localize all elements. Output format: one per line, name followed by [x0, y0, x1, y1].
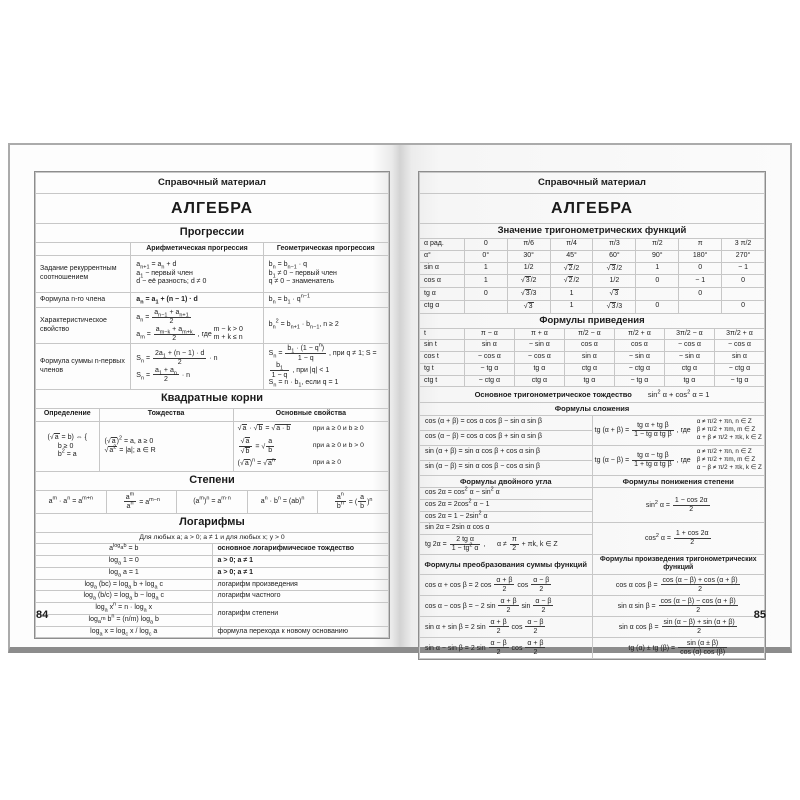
- value-cell: π/3: [593, 239, 636, 251]
- value-cell: 0: [636, 275, 679, 288]
- value-cell: [464, 300, 507, 313]
- value-cell: π/2: [636, 239, 679, 251]
- row-label-cell: sin α: [420, 262, 465, 275]
- formula-cell: cos α cos β = $\frac{\cos (\alpha - \beta) + \cos (\alpha + \beta)}{2}$: [592, 574, 765, 595]
- value-cell: − ctg α: [714, 363, 764, 375]
- column-header-definition: Определение: [36, 408, 100, 421]
- description-cell: основное логарифмическое тождество: [212, 544, 389, 556]
- transform-product-table: [419, 554, 765, 659]
- value-cell: − tg α: [714, 375, 764, 387]
- value-cell: − sin α: [514, 340, 564, 352]
- value-cell: 60°: [593, 250, 636, 262]
- value-cell: − sin α: [664, 352, 714, 364]
- section-title-trig-values: Значение тригонометрических функций: [420, 224, 765, 239]
- value-cell: √3: [593, 288, 636, 301]
- description-cell: a > 0; a ≠ 1: [212, 567, 389, 579]
- value-cell: √3/2: [507, 275, 550, 288]
- trig-values-table: [419, 223, 765, 314]
- addition-table: [419, 402, 765, 475]
- formula-cell: √a · √b = √a · b: [237, 425, 291, 433]
- value-cell: √2/2: [550, 262, 593, 275]
- left-header-table: [35, 172, 389, 224]
- value-cell: 0: [722, 300, 765, 313]
- formula-cell: sin α sin β = $\frac{\cos (\alpha - \beta) - \cos (\alpha + \beta)}{2}$: [592, 595, 765, 616]
- value-cell: 90°: [636, 250, 679, 262]
- formula-cell: cos (α + β) = cos α cos β − sin α sin β: [420, 415, 593, 430]
- formula-cell: $\cos 2\alpha = 2\cos^2$ α − 1: [420, 499, 593, 511]
- row-label-cell: t: [420, 328, 465, 340]
- formula-cell: $\log_a x = \log_c x / \log_c a$: [36, 626, 213, 638]
- value-cell: 1: [464, 262, 507, 275]
- double-angle-table: [419, 475, 765, 555]
- value-cell: √3/3: [507, 288, 550, 301]
- condition-cell: при a ≥ 0 и b > 0: [312, 442, 364, 450]
- value-cell: − sin α: [614, 352, 664, 364]
- condition-cell: при a ≥ 0 и b ≥ 0: [312, 424, 364, 432]
- identity-table: [419, 386, 765, 403]
- page-right: [400, 145, 790, 656]
- table-row: [420, 262, 765, 275]
- formula-cell: $a^m \cdot a^n = a^{m+n}$: [36, 490, 107, 513]
- value-cell: − cos α: [664, 340, 714, 352]
- page-number-left: 84: [36, 609, 49, 621]
- section-title-addition: Формулы сложения: [420, 403, 765, 415]
- description-cell: логарифм произведения: [212, 579, 389, 591]
- section-title-logarithms: Логарифмы: [36, 513, 389, 532]
- powers-table: [35, 471, 389, 514]
- value-cell: sin α: [714, 352, 764, 364]
- value-cell: tg α: [564, 375, 614, 387]
- value-cell: 45°: [550, 250, 593, 262]
- row-label-cell: Задание рекуррентным соотношением: [36, 256, 131, 293]
- value-cell: − 1: [679, 275, 722, 288]
- column-header-geometric: Геометрическая прогрессия: [263, 243, 388, 256]
- formula-cell: tg (α) ± tg (β) = $\frac{\sin (\alpha \pm \beta)}{\cos (\alpha) \cos (\beta)}$: [592, 637, 765, 658]
- logarithms-table: [35, 513, 389, 638]
- value-cell: 1/2: [593, 275, 636, 288]
- table-row: [420, 375, 765, 387]
- table-row: [420, 250, 765, 262]
- formula-cell: $\sin^2 \alpha$ = $\frac{1 - \cos 2\alpha}{2}$: [592, 488, 765, 523]
- formula-cell: $\log_a 1 = 0$: [36, 556, 213, 568]
- value-cell: tg α: [664, 375, 714, 387]
- formula-cell: sin (α + β) = sin α cos β + cos α sin β: [420, 445, 593, 460]
- table-row: [420, 340, 765, 352]
- value-cell: 1: [636, 262, 679, 275]
- description-cell: логарифм частного: [212, 591, 389, 603]
- row-label-cell: α°: [420, 250, 465, 262]
- row-label-cell: Формула n-го члена: [36, 293, 131, 308]
- value-cell: 1: [550, 288, 593, 301]
- formula-cell: $\log_a (bc) = \log_a b + \log_a c$: [36, 579, 213, 591]
- identity-formula: $\sin^2 \alpha + \cos^2 \alpha = 1$: [647, 389, 710, 400]
- formula-cell: $a_n$ = $\frac{a_{n-1} + a_{n+1}}{2}$ $a_m$ = $\frac{a_{m-k} + a_{m+k}}{2}$ , где m − k > 0 m + k ≤ n: [131, 308, 263, 344]
- page-number-right: 85: [753, 609, 766, 621]
- value-cell: sin α: [564, 352, 614, 364]
- formula-cell: $b_n^2 = b_{n+1} \cdot b_{n-1}$, n ≥ 2: [263, 308, 388, 344]
- value-cell: ctg α: [514, 375, 564, 387]
- value-cell: π/2 + α: [614, 328, 664, 340]
- value-cell: [679, 300, 722, 313]
- formula-cell: $\log_a (b/c) = \log_a b - \log_a c$: [36, 591, 213, 603]
- value-cell: 3 π/2: [722, 239, 765, 251]
- column-header-identities: Тождества: [99, 408, 233, 421]
- row-label-cell: Формула суммы n-первых членов: [36, 344, 131, 389]
- formula-cell: $\frac{a^m}{a^n}$ = $a^{m-n}$: [106, 490, 177, 513]
- formula-cell: (√a = b) ⇔ { b ≥ 0 $b^2 = a$: [36, 421, 100, 471]
- formula-cell: $\cos^2 \alpha$ = $\frac{1 + \cos 2\alpha}{2}$: [592, 523, 765, 554]
- value-cell: 3π/2 − α: [664, 328, 714, 340]
- formula-cell: $a^{log_ab} = b$: [36, 544, 213, 556]
- row-label-cell: tg t: [420, 363, 465, 375]
- value-cell: 270°: [722, 250, 765, 262]
- value-cell: − cos α: [464, 352, 514, 364]
- row-label-cell: sin t: [420, 340, 465, 352]
- conditions: α ≠ π/2 + πn, n ∈ Z β ≠ π/2 + πm, m ∈ Z α + β ≠ π/2 + πk, k ∈ Z: [696, 417, 762, 442]
- formula-cell: $\cos 2\alpha = \cos^2 \alpha - \sin^2 \alpha$: [420, 488, 593, 500]
- formula-cell: $(√a)^n = √a^n$: [237, 457, 275, 467]
- formula-cell: $a^n \cdot b^n = (ab)^n$: [247, 490, 318, 513]
- value-cell: 0°: [464, 250, 507, 262]
- section-title-powers: Степени: [36, 471, 389, 490]
- row-label-cell: Характеристическое свойство: [36, 308, 131, 344]
- value-cell: sin α: [464, 340, 514, 352]
- value-cell: − tg α: [464, 363, 514, 375]
- reduction-body: [420, 328, 765, 387]
- column-header-empty: [36, 243, 131, 256]
- value-cell: √2/2: [550, 275, 593, 288]
- formula: tg (α + β) = $\frac{\text{tg α + tg β}}{\text{1 − tg α tg β}}$ , где: [594, 421, 691, 439]
- table-row: [420, 239, 765, 251]
- formula-cell: cos α − cos β = − 2 sin $\frac{\alpha + \beta}{2}$ sin $\frac{\alpha - \beta}{2}$: [420, 595, 593, 616]
- formula-cell: $a_{n+1} = a_n + d$ $a_1$ − первый член d − её разность; d ≠ 0: [131, 256, 263, 293]
- right-content-frame: [418, 171, 766, 660]
- formula: tg (α − β) = $\frac{\text{tg α − tg β}}{\text{1 + tg α tg β}}$ , где: [594, 451, 691, 469]
- value-cell: [636, 288, 679, 301]
- row-label-cell: tg α: [420, 288, 465, 301]
- value-cell: cos α: [564, 340, 614, 352]
- formula-cell: $b_n = b_1 \cdot q^{n-1}$: [263, 293, 388, 308]
- value-cell: 0: [722, 275, 765, 288]
- value-cell: π − α: [464, 328, 514, 340]
- logarithms-note: Для любых a; a > 0; a ≠ 1 и для любых x; y > 0: [36, 532, 389, 543]
- section-title-power-reduction: Формулы понижения степени: [592, 475, 765, 487]
- column-header-arithmetic: Арифметическая прогрессия: [131, 243, 263, 256]
- right-page-header: Справочный материал: [420, 173, 765, 194]
- formula-cell: $\log_{a^m} b^n = (n/m)$ $\log_a b$: [36, 614, 213, 626]
- formula-cell: sin (α − β) = sin α cos β − cos α sin β: [420, 460, 593, 475]
- description-cell: формула перехода к новому основанию: [212, 626, 389, 638]
- value-cell: 1: [550, 300, 593, 313]
- formula-cell: $a_n = a_1 + (n - 1) \cdot d$: [131, 293, 263, 308]
- value-cell: 0: [464, 239, 507, 251]
- value-cell: π/6: [507, 239, 550, 251]
- formula-cell: sin α cos β = $\frac{\sin (\alpha - \beta) + \sin (\alpha + \beta)}{2}$: [592, 616, 765, 637]
- row-label-cell: α рад.: [420, 239, 465, 251]
- value-cell: 0: [636, 300, 679, 313]
- formula-cell: sin α + sin β = 2 sin $\frac{\alpha + \beta}{2}$ cos $\frac{\alpha - \beta}{2}$: [420, 616, 593, 637]
- description-cell: логарифм степени: [212, 603, 389, 627]
- table-row: [420, 275, 765, 288]
- left-content-frame: [34, 171, 390, 639]
- table-row: [420, 288, 765, 301]
- value-cell: − cos α: [714, 340, 764, 352]
- row-label-cell: ctg α: [420, 300, 465, 313]
- value-cell: − ctg α: [614, 363, 664, 375]
- section-title-reduction: Формулы приведения: [420, 313, 765, 328]
- value-cell: ctg α: [664, 363, 714, 375]
- formula-cell: $\frac{a^n}{b^n}$ = ( $\frac{a}{b}$ )$^n$: [318, 490, 389, 513]
- trig-values-body: [420, 239, 765, 314]
- conditions: α ≠ π/2 + πn, n ∈ Z β ≠ π/2 + πm, m ∈ Z α − β ≠ π/2 + πk, k ∈ Z: [696, 447, 762, 472]
- table-row: [420, 352, 765, 364]
- section-title-progressions: Прогрессии: [36, 224, 389, 243]
- row-label-cell: ctg t: [420, 375, 465, 387]
- formula-cell: $\log_a x^n = n \cdot \log_a x$: [36, 603, 213, 615]
- identity-row: [420, 387, 765, 403]
- book-spread: [8, 143, 792, 656]
- square-roots-table: [35, 389, 389, 472]
- section-title-square-roots: Квадратные корни: [36, 389, 389, 408]
- properties-list: [236, 423, 386, 470]
- value-cell: 0: [464, 288, 507, 301]
- value-cell: 1/2: [507, 262, 550, 275]
- value-cell: − cos α: [514, 352, 564, 364]
- condition-cell: при a ≥ 0: [312, 459, 342, 467]
- formula-cell: $\frac{√a}{√b}$ = √ $\frac{a}{b}$: [240, 437, 273, 456]
- value-cell: tg α: [514, 363, 564, 375]
- left-page-header: Справочный материал: [36, 173, 389, 194]
- value-cell: ctg α: [564, 363, 614, 375]
- table-row: [420, 363, 765, 375]
- value-cell: 1: [464, 275, 507, 288]
- formula-cell: tg 2α = $\frac{\text{2 tg α}}{1 - tg^2 \alpha}$ , α ≠ $\frac{\pi}{2}$ + πk, k ∈ Z: [420, 535, 593, 555]
- formula-cell: $(√a)^2 = a$, a ≥ 0 $√a^2 = |a|$; a ∈ R: [99, 421, 233, 471]
- tangent-sum-cell: [592, 415, 765, 445]
- reduction-table: [419, 313, 765, 388]
- value-cell: π/4: [550, 239, 593, 251]
- value-cell: − tg α: [614, 375, 664, 387]
- formula-cell: $b_n = b_{n-1} \cdot q$ $b_1 \ne 0$ − первый член q ≠ 0 − знаменатель: [263, 256, 388, 293]
- value-cell: 3π/2 + α: [714, 328, 764, 340]
- formula-cell: $S_n$ = $\frac{2a_1 + (n - 1) \cdot d}{2}$ · n $S_n$ = $\frac{a_1 + a_n}{2}$ · n: [131, 344, 263, 389]
- value-cell: − 1: [722, 262, 765, 275]
- value-cell: √3: [507, 300, 550, 313]
- value-cell: π: [679, 239, 722, 251]
- value-cell: √3/2: [593, 262, 636, 275]
- right-page-title: АЛГЕБРА: [420, 194, 765, 224]
- value-cell: 0: [679, 288, 722, 301]
- value-cell: 30°: [507, 250, 550, 262]
- formula-cell: cos α + cos β = 2 cos $\frac{\alpha + \beta}{2}$ cos $\frac{\alpha - \beta}{2}$: [420, 574, 593, 595]
- value-cell: π + α: [514, 328, 564, 340]
- formula-cell: sin 2α = 2sin α cos α: [420, 523, 593, 535]
- value-cell: [722, 288, 765, 301]
- value-cell: cos α: [614, 340, 664, 352]
- page-left: [10, 145, 400, 647]
- value-cell: √3/3: [593, 300, 636, 313]
- value-cell: − ctg α: [464, 375, 514, 387]
- row-label-cell: cos α: [420, 275, 465, 288]
- value-cell: π/2 − α: [564, 328, 614, 340]
- formula-cell: cos (α − β) = cos α cos β + sin α sin β: [420, 430, 593, 445]
- right-header-table: [419, 172, 765, 224]
- value-cell: 0: [679, 262, 722, 275]
- table-row: [420, 328, 765, 340]
- progressions-table: [35, 223, 389, 390]
- section-title-product: Формулы произведения тригонометрических функций: [592, 554, 765, 574]
- properties-cell: [233, 421, 388, 471]
- table-row: [420, 300, 765, 313]
- left-page-title: АЛГЕБРА: [36, 194, 389, 224]
- row-label-cell: cos t: [420, 352, 465, 364]
- formula-cell: $(a^m)^n = a^{m\cdot n}$: [177, 490, 248, 513]
- formula-cell: $S_n$ = $\frac{b_1 \cdot (1 - q^n)}{1 - q}$ , при q ≠ 1; S = $\frac{b_1}{1 - q}$ , при |q| < 1 $S_n = n \cdot b_1$, если q = 1: [263, 344, 388, 389]
- value-cell: 180°: [679, 250, 722, 262]
- identity-label: Основное тригонометрическое тождество: [474, 390, 632, 400]
- column-header-properties: Основные свойства: [233, 408, 388, 421]
- section-title-sum-transform: Формулы преобразования суммы функций: [420, 554, 593, 574]
- section-title-double-angle: Формулы двойного угла: [420, 475, 593, 487]
- description-cell: a > 0; a ≠ 1: [212, 556, 389, 568]
- formula-cell: $\cos 2\alpha = 1 - 2\sin^2$ α: [420, 511, 593, 523]
- tangent-diff-cell: [592, 445, 765, 475]
- formula-cell: sin α − sin β = 2 sin $\frac{\alpha - \beta}{2}$ cos $\frac{\alpha + \beta}{2}$: [420, 637, 593, 658]
- formula-cell: $\log_a a = 1$: [36, 567, 213, 579]
